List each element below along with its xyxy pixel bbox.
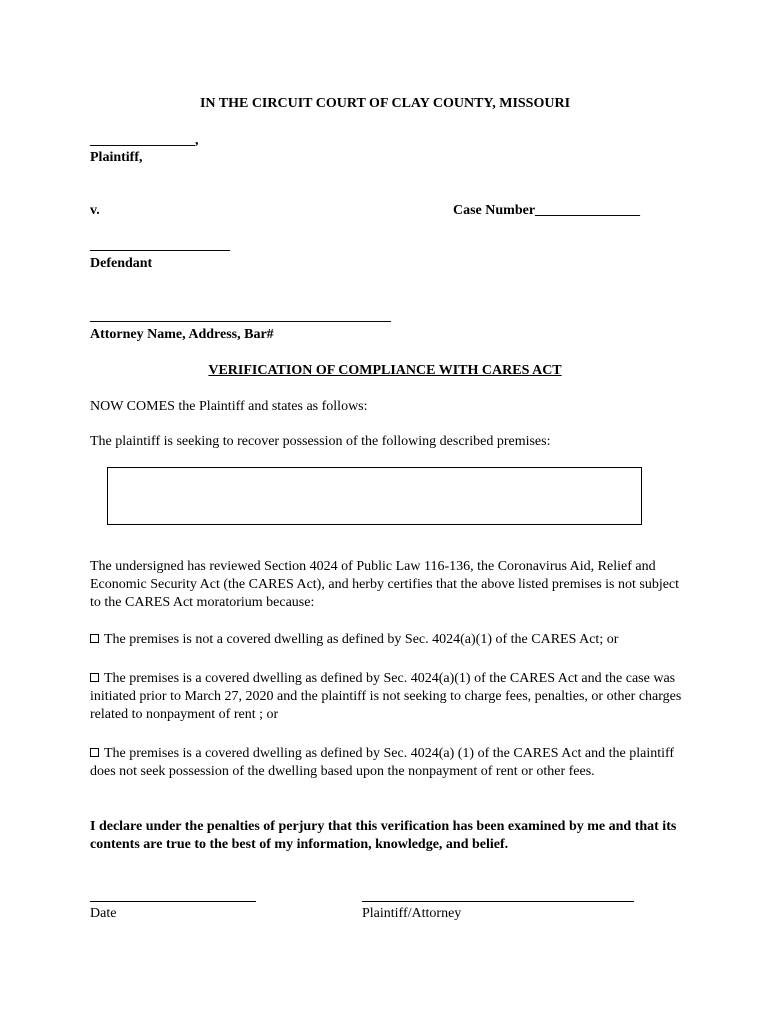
option-3	[90, 745, 690, 781]
option-2-checkbox[interactable]	[90, 673, 99, 682]
defendant-label: Defendant	[90, 256, 153, 271]
document-title	[0, 363, 770, 379]
signer-signature-line[interactable]	[362, 901, 634, 902]
option-3-checkbox[interactable]	[90, 748, 99, 757]
review-paragraph: The undersigned has reviewed Section 4024 of Public Law 116-136, the Coronavirus Aid, Relief and Economic Security Act (the CARES Act), and herby certifies that the above listed premises is not subject to the CARES Act moratorium because:	[90, 559, 680, 610]
option-1-text: The premises is not a covered dwelling as defined by Sec. 4024(a)(1) of the CARES Act; or	[104, 632, 619, 647]
declaration-paragraph: I declare under the penalties of perjury that this verification has been examined by me and that its contents are true to the best of my information, knowledge, and belief.	[90, 819, 677, 852]
date-signature-line[interactable]	[90, 901, 256, 902]
premises-description-box[interactable]	[107, 467, 642, 525]
option-2	[90, 670, 690, 724]
option-2-text: The premises is a covered dwelling as defined by Sec. 4024(a)(1) of the CARES Act and the case was initiated prior to March 27, 2020 and the plaintiff is not seeking to charge fees, penalties, or other charges related to nonpayment of rent ; or	[90, 671, 682, 722]
option-1-checkbox[interactable]	[90, 634, 99, 643]
date-label: Date	[90, 906, 117, 921]
versus-label: v.	[90, 203, 100, 218]
attorney-label: Attorney Name, Address, Bar#	[90, 327, 274, 342]
attorney-blank[interactable]: ___________________________________________	[90, 309, 391, 324]
plaintiff-label: Plaintiff,	[90, 150, 143, 165]
premises-intro-text: The plaintiff is seeking to recover possession of the following described premises:	[90, 434, 551, 449]
option-3-text: The premises is a covered dwelling as defined by Sec. 4024(a) (1) of the CARES Act and the plaintiff does not seek possession of the dwelling based upon the nonpayment of rent or other fees.	[90, 746, 675, 779]
document-title-text: VERIFICATION OF COMPLIANCE WITH CARES ACT	[208, 363, 562, 378]
option-1	[90, 631, 690, 649]
case-number-blank[interactable]: _______________	[535, 203, 641, 218]
court-header: IN THE CIRCUIT COURT OF CLAY COUNTY, MISSOURI	[199, 96, 571, 111]
plaintiff-name-blank[interactable]: _______________,	[90, 133, 199, 148]
intro-text: NOW COMES the Plaintiff and states as follows:	[90, 399, 368, 414]
case-number	[453, 203, 640, 219]
defendant-name-blank[interactable]: ____________________	[90, 238, 230, 253]
case-number-label: Case Number	[453, 203, 536, 218]
signer-label: Plaintiff/Attorney	[362, 906, 462, 921]
